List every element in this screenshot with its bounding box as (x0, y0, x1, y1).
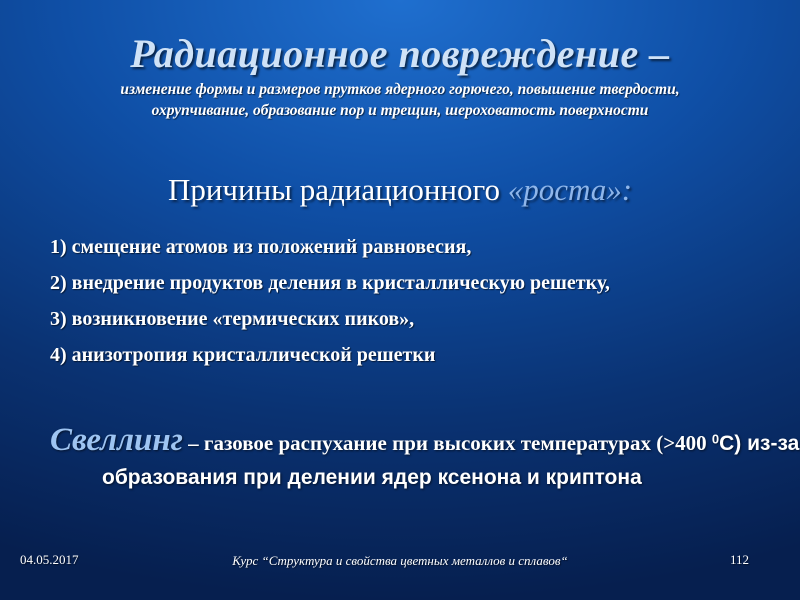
swelling-text-2: С) из-за образования при делении ядер ксенона и криптона (102, 432, 800, 489)
list-item: 1) смещение атомов из положений равновесия, (50, 236, 472, 258)
causes-heading-text: Причины радиационного (167, 172, 508, 207)
slide-title: Радиационное повреждение – (130, 31, 670, 76)
swelling-superscript: 0 (711, 431, 720, 447)
footer-page-number: 112 (730, 552, 750, 567)
list-item: 3) возникновение «термических пиков», (50, 308, 415, 330)
causes-heading-accent: «роста» (507, 172, 622, 207)
causes-heading (0, 172, 800, 208)
causes-heading-colon: : (621, 172, 633, 207)
swelling-term: Свеллинг (50, 422, 183, 458)
footer-course: Курс “Структура и свойства цветных металлов и сплавов“ (232, 553, 568, 568)
footer-date: 04.05.2017 (20, 552, 79, 567)
swelling-paragraph (50, 424, 800, 496)
slide-subtitle: изменение формы и размеров прутков ядерного горючего, повышение твердости, охрупчивание, образование пор и трещин, шероховатость поверхности (120, 81, 680, 119)
list-item: 2) внедрение продуктов деления в кристаллическую решетку, (50, 272, 610, 294)
causes-list (50, 232, 770, 376)
list-item: 4) анизотропия кристаллической решетки (50, 344, 436, 366)
swelling-text-1: – газовое распухание при высоких температурах (>400 (182, 431, 712, 455)
